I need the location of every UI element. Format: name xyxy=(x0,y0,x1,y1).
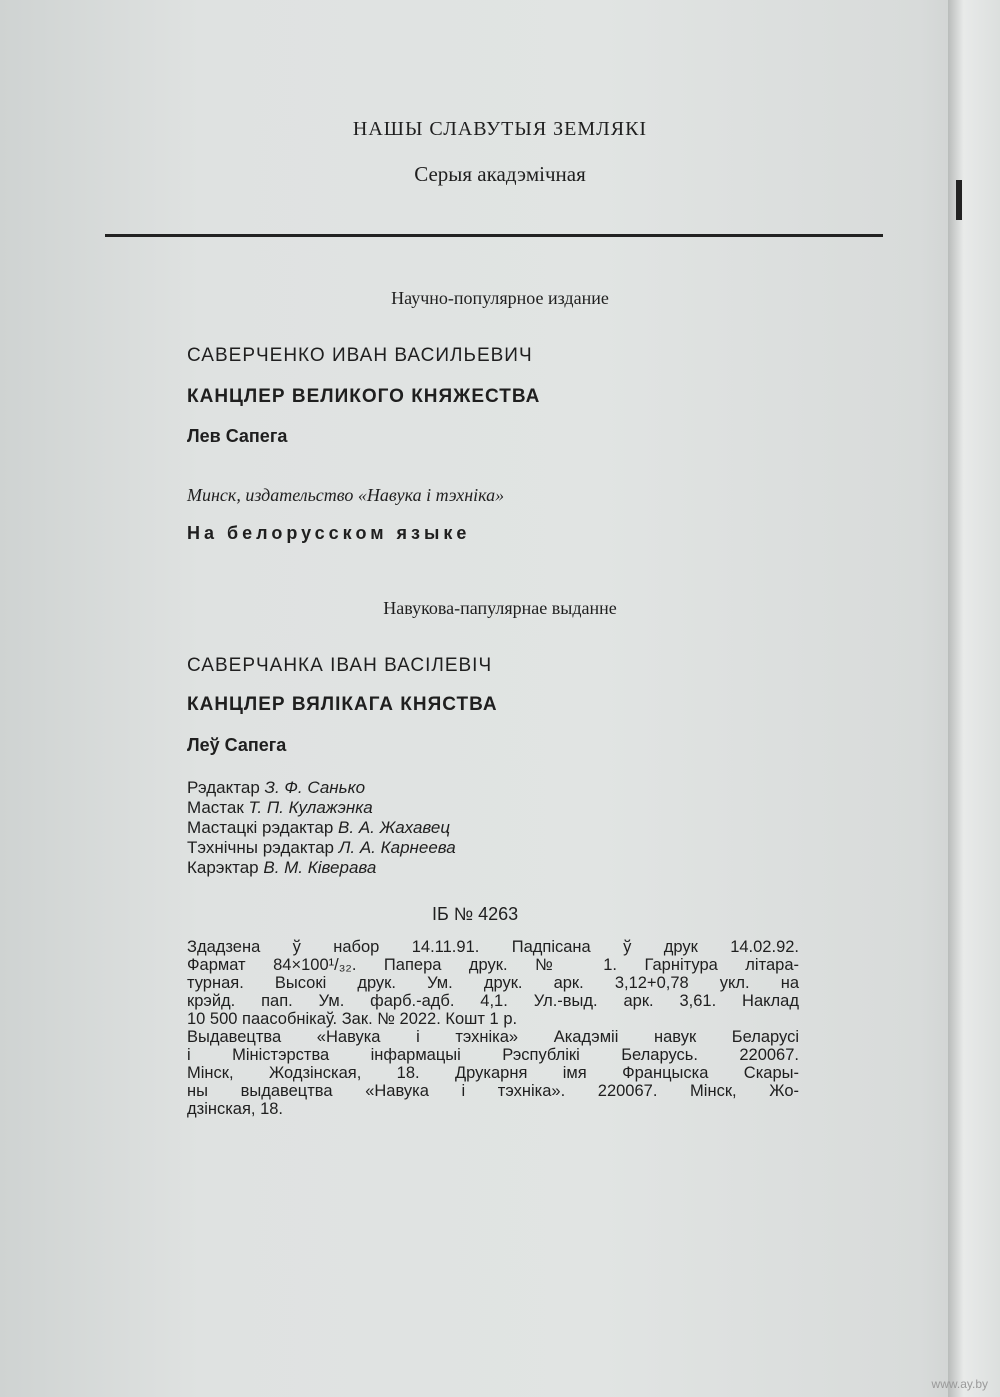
ru-title: КАНЦЛЕР ВЕЛИКОГО КНЯЖЕСТВА xyxy=(187,386,541,407)
credit-line xyxy=(187,858,456,878)
credit-name: Л. А. Карнеева xyxy=(338,838,456,857)
imprint-line: дзінская, 18. xyxy=(187,1100,284,1118)
imprint-line: Здадзена ў набор 14.11.91. Падпісана ў друк 14.02.92. xyxy=(187,938,799,956)
divider-rule xyxy=(105,234,883,237)
credit-name: З. Ф. Санько xyxy=(264,778,366,797)
imprint-block xyxy=(187,938,799,1118)
credit-name: Т. П. Кулажэнка xyxy=(248,798,373,817)
ib-number: ІБ № 4263 xyxy=(432,904,519,924)
credit-line xyxy=(187,838,456,858)
by-edition-type: Навукова-папулярнае выданне xyxy=(383,598,617,618)
credit-role: Мастацкі рэдактар xyxy=(187,818,334,837)
by-title: КАНЦЛЕР ВЯЛІКАГА КНЯСТВА xyxy=(187,694,498,715)
imprint-line: ны выдавецтва «Навука і тэхніка». 220067. Мінск, Жо- xyxy=(187,1082,799,1100)
ru-edition-type: Научно-популярное издание xyxy=(391,288,609,308)
page-edge xyxy=(948,0,1000,1397)
credit-role: Рэдактар xyxy=(187,778,260,797)
imprint-line: і Міністэрства інфармацыі Рэспублікі Беларусь. 220067. xyxy=(187,1046,799,1064)
series-subtitle: Серыя акадэмічная xyxy=(414,162,586,186)
imprint-line: 10 500 паасобнікаў. Зак. № 2022. Кошт 1 р. xyxy=(187,1010,518,1028)
credit-line xyxy=(187,798,456,818)
ru-language: На белорусском языке xyxy=(187,523,471,543)
credit-name: В. А. Жахавец xyxy=(338,818,451,837)
imprint-line: Мінск, Жодзінская, 18. Друкарня імя Францыска Скары- xyxy=(187,1064,799,1082)
ru-publisher: Минск, издательство «Навука і тэхніка» xyxy=(187,485,505,505)
ru-subtitle: Лев Сапега xyxy=(187,426,288,446)
by-subtitle: Леў Сапега xyxy=(187,735,287,755)
imprint-line: крэйд. пап. Ум. фарб.-адб. 4,1. Ул.-выд. арк. 3,61. Наклад xyxy=(187,992,799,1010)
imprint-line: Выдавецтва «Навука і тэхніка» Акадэміі навук Беларусі xyxy=(187,1028,799,1046)
series-title: НАШЫ СЛАВУТЫЯ ЗЕМЛЯКІ xyxy=(352,118,648,140)
credits-list xyxy=(187,778,456,878)
imprint-line: турная. Высокі друк. Ум. друк. арк. 3,12+0,78 укл. на xyxy=(187,974,799,992)
watermark: www.ay.by xyxy=(931,1377,988,1391)
credit-line xyxy=(187,818,456,838)
credit-role: Карэктар xyxy=(187,858,259,877)
by-author: САВЕРЧАНКА ІВАН ВАСІЛЕВІЧ xyxy=(187,655,493,676)
imprint-line: Фармат 84×100¹/₃₂. Папера друк. № 1. Гарнітура літара- xyxy=(187,956,799,974)
credit-line xyxy=(187,778,456,798)
credit-role: Мастак xyxy=(187,798,244,817)
ru-author: САВЕРЧЕНКО ИВАН ВАСИЛЬЕВИЧ xyxy=(187,345,533,366)
credit-name: В. М. Ківерава xyxy=(263,858,377,877)
credit-role: Тэхнічны рэдактар xyxy=(187,838,334,857)
